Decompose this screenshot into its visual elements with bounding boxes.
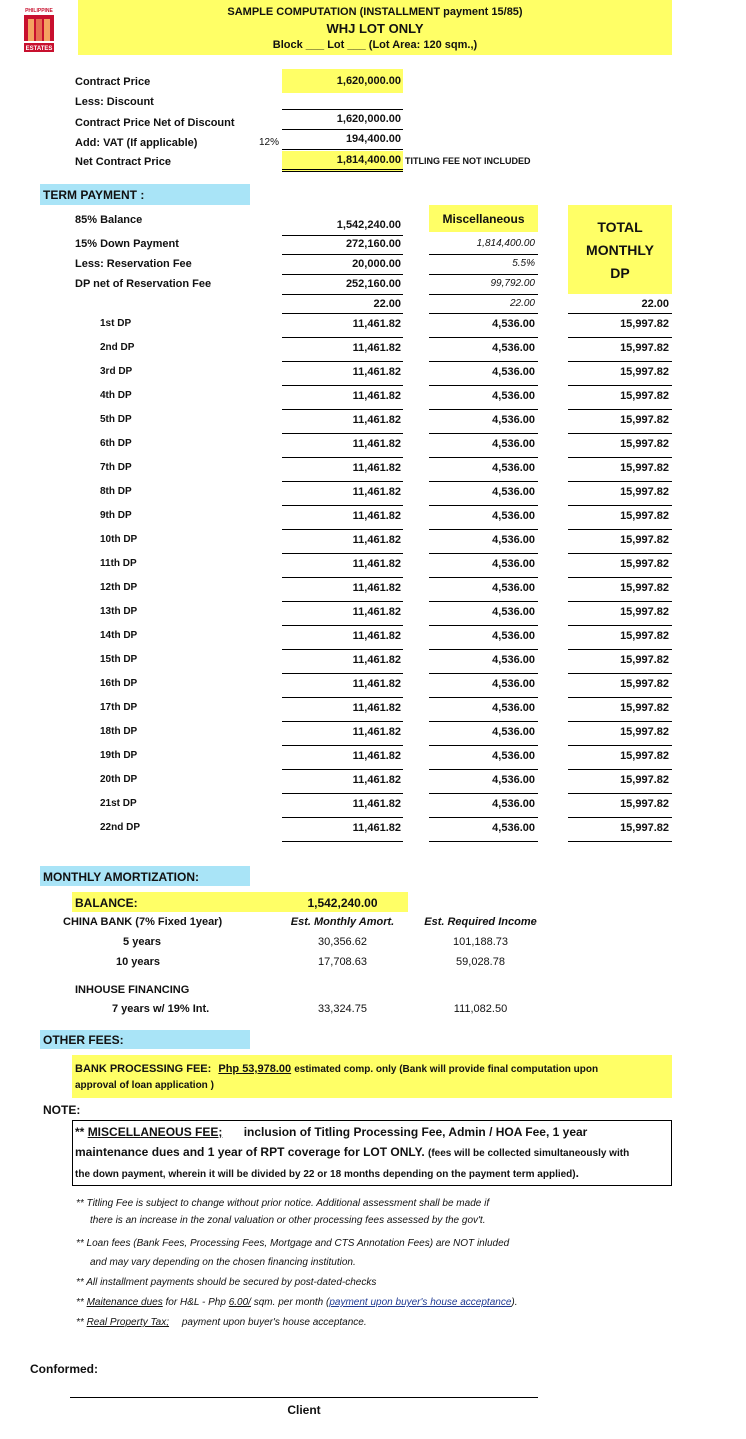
bank-fee-text-1: estimated comp. only (Bank will provide final computation upon bbox=[294, 1064, 599, 1075]
contract-price-value: 1,620,000.00 bbox=[282, 69, 403, 93]
dp-net-value: 252,160.00 bbox=[282, 278, 403, 295]
note-rpt-prefix: ** bbox=[76, 1317, 84, 1328]
dp-row-label: 2nd DP bbox=[100, 342, 135, 353]
cell-underline bbox=[568, 841, 672, 842]
dp-row-amount: 11,461.82 bbox=[352, 774, 401, 786]
reservation-fee-label: Less: Reservation Fee bbox=[75, 258, 192, 270]
net-discount-value: 1,620,000.00 bbox=[282, 113, 403, 130]
dp-row-label: 4th DP bbox=[100, 390, 132, 401]
dp-row-label: 7th DP bbox=[100, 462, 132, 473]
dp-months: 22.00 bbox=[282, 298, 403, 314]
dp-row bbox=[0, 410, 746, 434]
dp-row-total: 15,997.82 bbox=[620, 822, 669, 834]
dp-row-misc: 4,536.00 bbox=[492, 390, 535, 402]
dp-row-label: 14th DP bbox=[100, 630, 138, 641]
net-contract-value: 1,814,400.00 bbox=[282, 151, 403, 172]
down-payment-label: 15% Down Payment bbox=[75, 238, 179, 250]
dp-row-amount: 11,461.82 bbox=[352, 606, 401, 618]
note-loan-2: and may vary depending on the chosen financing institution. bbox=[90, 1257, 356, 1268]
misc-note-line3 bbox=[75, 1166, 579, 1180]
dp-row bbox=[0, 530, 746, 554]
dp-row-total: 15,997.82 bbox=[620, 510, 669, 522]
company-logo bbox=[18, 6, 60, 54]
term-10-label: 10 years bbox=[115, 956, 161, 968]
bank-fee-label: BANK PROCESSING FEE: bbox=[75, 1063, 212, 1075]
signature-line bbox=[70, 1397, 538, 1398]
dp-row-label: 13th DP bbox=[100, 606, 138, 617]
conformed-label: Conformed: bbox=[30, 1362, 98, 1376]
dp-row-label: 3rd DP bbox=[100, 366, 133, 377]
dp-row-total: 15,997.82 bbox=[620, 798, 669, 810]
dp-row-amount: 11,461.82 bbox=[352, 798, 401, 810]
inhouse-income: 111,082.50 bbox=[453, 1003, 508, 1015]
dp-row-total: 15,997.82 bbox=[620, 486, 669, 498]
dp-row bbox=[0, 554, 746, 578]
other-fees-heading: OTHER FEES: bbox=[40, 1030, 250, 1049]
note-titling-1: ** Titling Fee is subject to change without prior notice. Additional assessment shall be made if bbox=[76, 1198, 490, 1209]
misc-rate: 5.5% bbox=[429, 258, 538, 275]
discount-label: Less: Discount bbox=[75, 96, 154, 108]
dp-row bbox=[0, 674, 746, 698]
dp-row bbox=[0, 770, 746, 794]
dp-row-misc: 4,536.00 bbox=[492, 342, 535, 354]
dp-row bbox=[0, 626, 746, 650]
dp-row-misc: 4,536.00 bbox=[492, 438, 535, 450]
dp-row-total: 15,997.82 bbox=[620, 774, 669, 786]
misc-months: 22.00 bbox=[429, 298, 538, 314]
dp-row-amount: 11,461.82 bbox=[352, 318, 401, 330]
dp-row-label: 8th DP bbox=[100, 486, 132, 497]
dp-row-misc: 4,536.00 bbox=[492, 702, 535, 714]
dp-row-total: 15,997.82 bbox=[620, 606, 669, 618]
dp-row bbox=[0, 794, 746, 818]
dp-row bbox=[0, 482, 746, 506]
note-rpt-link: Real Property Tax; bbox=[86, 1317, 170, 1328]
dp-row-misc: 4,536.00 bbox=[492, 414, 535, 426]
dp-row-misc: 4,536.00 bbox=[492, 486, 535, 498]
vat-value: 194,400.00 bbox=[282, 133, 403, 150]
dp-row-label: 22nd DP bbox=[100, 822, 141, 833]
dp-row-amount: 11,461.82 bbox=[352, 342, 401, 354]
dp-row-misc: 4,536.00 bbox=[492, 558, 535, 570]
balance-85-label: 85% Balance bbox=[75, 214, 143, 226]
dp-row-label: 10th DP bbox=[100, 534, 138, 545]
note-maint-link2: payment upon buyer's house acceptance bbox=[329, 1297, 512, 1308]
dp-row-amount: 11,461.82 bbox=[352, 582, 401, 594]
total-heading-2: MONTHLY bbox=[586, 242, 654, 258]
dp-row-misc: 4,536.00 bbox=[492, 726, 535, 738]
note-rpt-text: payment upon buyer's house acceptance. bbox=[181, 1317, 367, 1328]
dp-schedule bbox=[0, 314, 746, 842]
sheet-title: SAMPLE COMPUTATION (INSTALLMENT payment 15/85) bbox=[227, 6, 523, 18]
dp-row-label: 19th DP bbox=[100, 750, 138, 761]
misc-note-line1 bbox=[75, 1125, 587, 1139]
dp-row-label: 20th DP bbox=[100, 774, 138, 785]
dp-row-label: 21st DP bbox=[100, 798, 137, 809]
misc-note-text-2: maintenance dues and 1 year of RPT coverage for LOT ONLY. bbox=[75, 1145, 425, 1159]
bank-fee-amount: Php 53,978.00 bbox=[218, 1063, 292, 1075]
dp-row-amount: 11,461.82 bbox=[352, 486, 401, 498]
net-contract-label: Net Contract Price bbox=[75, 156, 171, 168]
dp-row-total: 15,997.82 bbox=[620, 366, 669, 378]
dp-row-amount: 11,461.82 bbox=[352, 750, 401, 762]
down-payment-value: 272,160.00 bbox=[282, 238, 403, 255]
note-maint-prefix: ** bbox=[76, 1297, 84, 1308]
term-payment-heading: TERM PAYMENT : bbox=[40, 184, 250, 205]
dp-row-misc: 4,536.00 bbox=[492, 774, 535, 786]
bank-fee-line1 bbox=[75, 1063, 598, 1075]
dp-row-misc: 4,536.00 bbox=[492, 366, 535, 378]
note-maint-amount: 6.00/ bbox=[228, 1297, 251, 1308]
term-5-amort: 30,356.62 bbox=[318, 936, 367, 948]
inhouse-term: 7 years w/ 19% Int. bbox=[112, 1003, 210, 1015]
misc-total: 99,792.00 bbox=[429, 278, 538, 295]
dp-row-amount: 11,461.82 bbox=[352, 366, 401, 378]
reservation-fee-value: 20,000.00 bbox=[282, 258, 403, 275]
dp-row bbox=[0, 578, 746, 602]
dp-row-amount: 11,461.82 bbox=[352, 414, 401, 426]
amort-balance-label: BALANCE: bbox=[75, 896, 138, 910]
dp-row-label: 5th DP bbox=[100, 414, 132, 425]
dp-row-amount: 11,461.82 bbox=[352, 822, 401, 834]
amortization-heading: MONTHLY AMORTIZATION: bbox=[40, 866, 250, 886]
sheet-subtitle: WHJ LOT ONLY bbox=[326, 21, 424, 36]
misc-note-text-1: inclusion of Titling Processing Fee, Admin / HOA Fee, 1 year bbox=[243, 1125, 588, 1139]
dp-row-amount: 11,461.82 bbox=[352, 654, 401, 666]
dp-row-total: 15,997.82 bbox=[620, 582, 669, 594]
note-maintenance bbox=[76, 1297, 517, 1308]
dp-row-label: 11th DP bbox=[100, 558, 137, 569]
dp-row-misc: 4,536.00 bbox=[492, 582, 535, 594]
net-discount-label: Contract Price Net of Discount bbox=[75, 117, 235, 129]
dp-row-label: 15th DP bbox=[100, 654, 138, 665]
contract-price-label: Contract Price bbox=[75, 76, 151, 88]
dp-row-label: 12th DP bbox=[100, 582, 138, 593]
dp-row-label: 16th DP bbox=[100, 678, 138, 689]
inhouse-label: INHOUSE FINANCING bbox=[75, 984, 190, 996]
dp-net-label: DP net of Reservation Fee bbox=[75, 278, 212, 290]
term-5-label: 5 years bbox=[123, 936, 161, 948]
dp-row-total: 15,997.82 bbox=[620, 414, 669, 426]
dp-row-amount: 11,461.82 bbox=[352, 438, 401, 450]
dp-row-total: 15,997.82 bbox=[620, 726, 669, 738]
dp-row bbox=[0, 602, 746, 626]
note-maint-link: Maitenance dues bbox=[86, 1297, 163, 1308]
note-maint-mid: for H&L - Php bbox=[165, 1297, 226, 1308]
vat-rate: 12% bbox=[259, 137, 280, 148]
dp-row-misc: 4,536.00 bbox=[492, 318, 535, 330]
note-pdc: ** All installment payments should be secured by post-dated-checks bbox=[76, 1277, 377, 1288]
dp-row-amount: 11,461.82 bbox=[352, 558, 401, 570]
dp-row bbox=[0, 698, 746, 722]
dp-row-amount: 11,461.82 bbox=[352, 534, 401, 546]
note-rpt bbox=[76, 1317, 367, 1328]
dp-row-amount: 11,461.82 bbox=[352, 390, 401, 402]
dp-row-total: 15,997.82 bbox=[620, 654, 669, 666]
dp-row-total: 15,997.82 bbox=[620, 750, 669, 762]
balance-85-value: 1,542,240.00 bbox=[282, 219, 403, 236]
dp-row-total: 15,997.82 bbox=[620, 558, 669, 570]
dp-row bbox=[0, 434, 746, 458]
misc-note-small-2: the down payment, wherein it will be divided by 22 or 18 months depending on the payment term applied) bbox=[75, 1169, 576, 1180]
bank-fee-banner bbox=[72, 1055, 672, 1098]
misc-note-small-1: (fees will be collected simultaneously with bbox=[428, 1148, 630, 1159]
dp-row-total: 15,997.82 bbox=[620, 318, 669, 330]
dp-row bbox=[0, 650, 746, 674]
dp-row-label: 6th DP bbox=[100, 438, 132, 449]
dp-row bbox=[0, 722, 746, 746]
dp-row-amount: 11,461.82 bbox=[352, 726, 401, 738]
dp-row-amount: 11,461.82 bbox=[352, 510, 401, 522]
dp-row bbox=[0, 818, 746, 842]
logo-bottom-text: ESTATES bbox=[25, 46, 53, 52]
dp-row bbox=[0, 506, 746, 530]
logo-top-text: PHILIPPINE bbox=[25, 8, 53, 14]
dp-row-misc: 4,536.00 bbox=[492, 798, 535, 810]
dp-row-misc: 4,536.00 bbox=[492, 534, 535, 546]
dp-row-label: 9th DP bbox=[100, 510, 132, 521]
note-maint-end: ). bbox=[511, 1297, 518, 1308]
dp-row-total: 15,997.82 bbox=[620, 462, 669, 474]
term-5-income: 101,188.73 bbox=[452, 936, 509, 948]
dp-row-total: 15,997.82 bbox=[620, 678, 669, 690]
dp-row bbox=[0, 746, 746, 770]
dp-row-label: 17th DP bbox=[100, 702, 138, 713]
misc-note-title: MISCELLANEOUS FEE; bbox=[87, 1125, 223, 1139]
dp-row bbox=[0, 362, 746, 386]
dp-row-misc: 4,536.00 bbox=[492, 678, 535, 690]
dp-row-amount: 11,461.82 bbox=[352, 462, 401, 474]
note-maint-after: sqm. per month ( bbox=[253, 1297, 330, 1308]
misc-note-prefix: ** bbox=[75, 1125, 85, 1139]
discount-rule bbox=[282, 109, 403, 110]
dp-row-misc: 4,536.00 bbox=[492, 750, 535, 762]
dp-row-total: 15,997.82 bbox=[620, 702, 669, 714]
dp-row-total: 15,997.82 bbox=[620, 534, 669, 546]
total-heading-3: DP bbox=[610, 265, 630, 281]
cell-underline bbox=[282, 841, 403, 842]
col-amort-header: Est. Monthly Amort. bbox=[290, 916, 395, 928]
dp-row-misc: 4,536.00 bbox=[492, 654, 535, 666]
misc-heading: Miscellaneous bbox=[429, 205, 538, 232]
cell-underline bbox=[429, 841, 538, 842]
total-months: 22.00 bbox=[568, 298, 672, 314]
titling-fee-note: TITLING FEE NOT INCLUDED bbox=[405, 156, 531, 166]
bank-label: CHINA BANK (7% Fixed 1year) bbox=[63, 916, 223, 928]
dp-row bbox=[0, 386, 746, 410]
total-heading-1: TOTAL bbox=[597, 219, 643, 235]
dp-row-misc: 4,536.00 bbox=[492, 606, 535, 618]
dp-row-total: 15,997.82 bbox=[620, 438, 669, 450]
dp-row-amount: 11,461.82 bbox=[352, 630, 401, 642]
dp-row-misc: 4,536.00 bbox=[492, 630, 535, 642]
dp-row bbox=[0, 314, 746, 338]
term-10-amort: 17,708.63 bbox=[318, 956, 367, 968]
term-10-income: 59,028.78 bbox=[456, 956, 505, 968]
dp-row-label: 1st DP bbox=[100, 318, 132, 329]
dp-row-label: 18th DP bbox=[100, 726, 138, 737]
dp-row-misc: 4,536.00 bbox=[492, 462, 535, 474]
dp-row-misc: 4,536.00 bbox=[492, 510, 535, 522]
dp-row bbox=[0, 458, 746, 482]
dp-row-total: 15,997.82 bbox=[620, 342, 669, 354]
inhouse-amort: 33,324.75 bbox=[318, 1003, 367, 1015]
dp-row-total: 15,997.82 bbox=[620, 630, 669, 642]
dp-row-amount: 11,461.82 bbox=[352, 702, 401, 714]
note-loan-1: ** Loan fees (Bank Fees, Processing Fees, Mortgage and CTS Annotation Fees) are NOT inluded bbox=[76, 1238, 510, 1249]
dp-row bbox=[0, 338, 746, 362]
lot-line: Block ___ Lot ___ (Lot Area: 120 sqm.,) bbox=[272, 39, 478, 51]
vat-label: Add: VAT (If applicable) bbox=[75, 137, 198, 149]
note-heading: NOTE: bbox=[43, 1103, 81, 1117]
bank-fee-text-2: approval of loan application ) bbox=[75, 1080, 214, 1091]
col-income-header: Est. Required Income bbox=[424, 916, 537, 928]
misc-note-end: . bbox=[575, 1166, 579, 1180]
dp-row-total: 15,997.82 bbox=[620, 390, 669, 402]
note-titling-2: there is an increase in the zonal valuation or other processing fees assessed by the gov't. bbox=[90, 1215, 486, 1226]
dp-row-amount: 11,461.82 bbox=[352, 678, 401, 690]
dp-row-misc: 4,536.00 bbox=[492, 822, 535, 834]
amort-balance-value: 1,542,240.00 bbox=[307, 896, 378, 910]
client-label: Client bbox=[287, 1403, 321, 1417]
misc-note-line2 bbox=[75, 1145, 629, 1159]
misc-base: 1,814,400.00 bbox=[429, 238, 538, 255]
